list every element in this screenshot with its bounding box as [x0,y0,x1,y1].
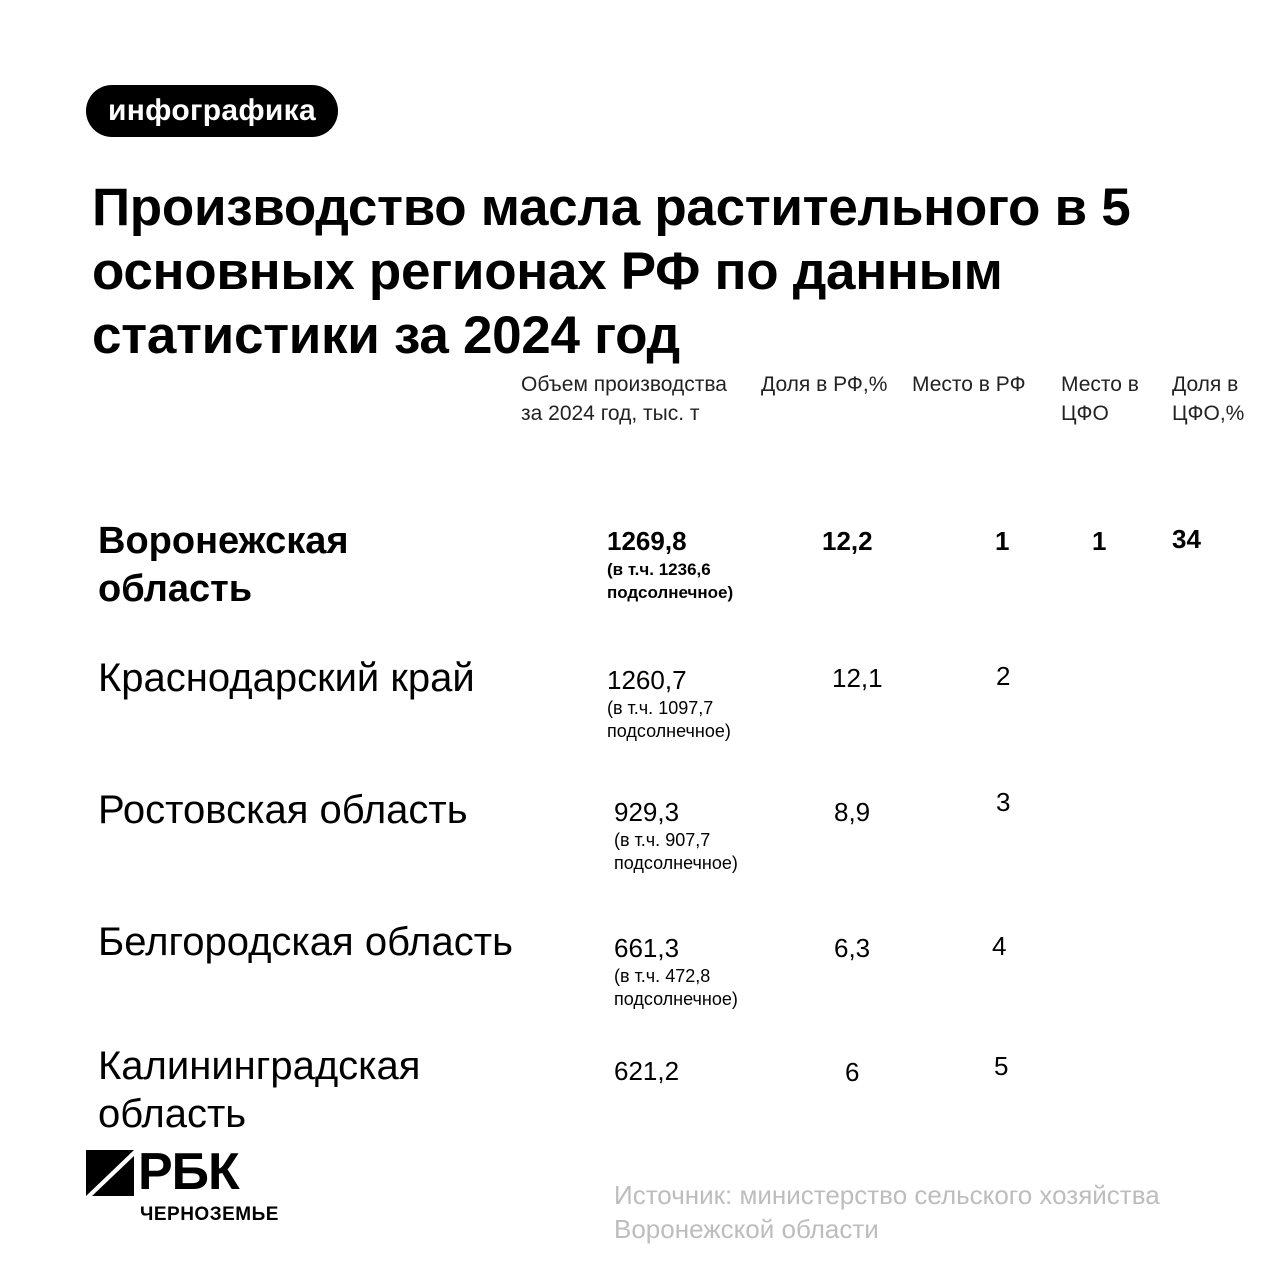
table-row-volume: 929,3 [614,797,680,827]
category-badge: инфографика [86,85,338,137]
table-row-share-rf: 8,9 [834,797,871,827]
table-row-volume: 661,3 [614,933,680,963]
table-row-place-rf: 5 [994,1051,1009,1081]
infographic-title: Производство масла растительного в 5 основных регионах РФ по данным статистики за 2024 год [92,178,1131,365]
table-row-volume: 621,2 [614,1056,680,1086]
table-row-share-rf: 6 [845,1057,860,1087]
logo-name: РБК [138,1143,239,1201]
table-row-region: Ростовская область [98,788,468,832]
logo-slash-icon [86,1150,134,1196]
table-row-volume: 1269,8 [607,526,687,556]
table-row-place-rf: 3 [996,787,1011,817]
table-row-share-rf: 12,2 [822,526,873,556]
table-row-volume-note: (в т.ч. 1097,7 подсолнечное) [607,698,731,741]
table-row-volume: 1260,7 [607,665,687,695]
table-row-volume-note: (в т.ч. 472,8 подсолнечное) [614,966,738,1009]
source-note: Источник: министерство сельского хозяйства Воронежской области [614,1180,1160,1244]
column-header-place-cfo: Место в ЦФО [1061,373,1139,425]
table-row-region: Калининградская область [98,1044,421,1136]
table-row-place-cfo: 1 [1092,526,1107,556]
logo-subtitle: ЧЕРНОЗЕМЬЕ [140,1204,279,1225]
table-row-place-rf: 4 [992,931,1007,961]
table-row-share-cfo: 34 [1172,524,1201,554]
column-header-share-rf: Доля в РФ,% [761,373,888,396]
table-row-place-rf: 1 [995,526,1010,556]
rbc-logo [86,1143,316,1230]
table-row-share-rf: 12,1 [832,663,883,693]
column-header-place-rf: Место в РФ [912,373,1026,396]
column-header-volume: Объем производства за 2024 год, тыс. т [521,373,727,425]
table-row-region: Воронежская область [98,520,349,610]
table-row-place-rf: 2 [996,661,1011,691]
column-header-share-cfo: Доля в ЦФО,% [1172,373,1245,425]
table-row-region: Белгородская область [98,920,513,964]
table-row-region: Краснодарский край [98,656,475,700]
table-row-share-rf: 6,3 [834,933,871,963]
table-row-volume-note: (в т.ч. 1236,6 подсолнечное) [607,560,734,602]
table-row-volume-note: (в т.ч. 907,7 подсолнечное) [614,830,738,873]
